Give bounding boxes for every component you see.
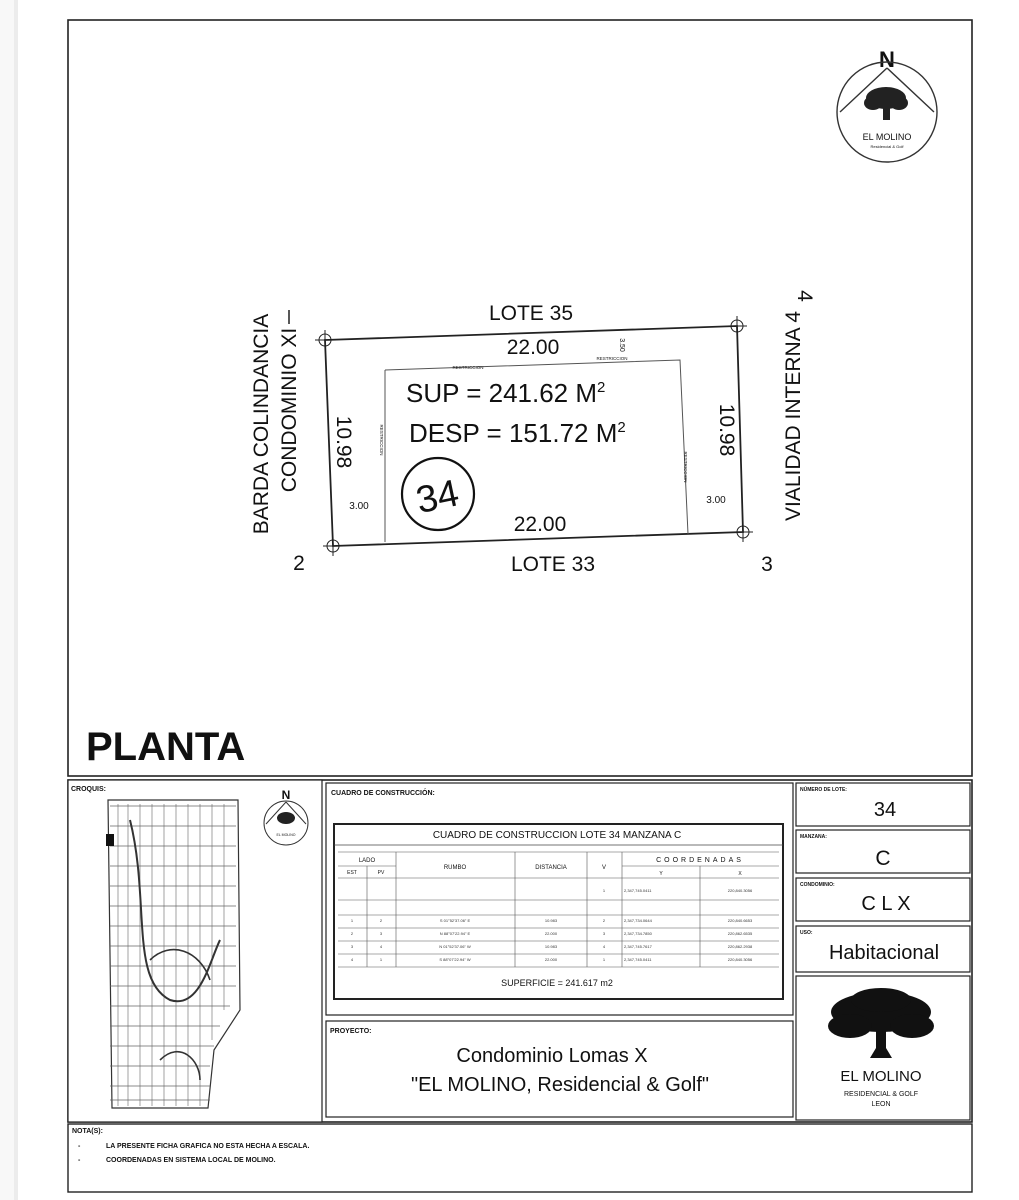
brand-name: EL MOLINO — [840, 1068, 922, 1085]
left-neighbor-label-2: CONDOMINIO XI — [278, 327, 301, 493]
surface-area-text: SUP = 241.62 $M^2$ — [406, 378, 606, 408]
manzana-label: MANZANA: — [800, 834, 827, 840]
right-neighbor-label: VIALIDAD INTERNA 4 — [782, 310, 805, 522]
top-neighbor-label: LOTE 35 — [488, 302, 574, 325]
cell-coord-x: 220,840.3056 — [727, 957, 753, 962]
bottom-neighbor-label: LOTE 33 — [510, 553, 596, 576]
note-1: LA PRESENTE FICHA GRAFICA NO ESTA HECHA A ESCALA. — [106, 1143, 310, 1150]
cell-rumbo: S 01°52'37.06" E — [439, 918, 471, 923]
vertex-4-label: 4 — [793, 290, 816, 302]
cell-coord-y: 2,347,745.0411 — [624, 888, 652, 893]
cell-est: 4 — [350, 957, 354, 962]
brand-tagline: RESIDENCIAL & GOLF — [843, 1091, 919, 1098]
cell-v: 2 — [602, 918, 606, 923]
project-panel — [326, 1021, 793, 1117]
cell-coord-x: 220,862.2938 — [727, 944, 753, 949]
cell-pv: 3 — [379, 931, 383, 936]
lot-number-value: 34 — [873, 799, 897, 821]
cell-v: 1 — [602, 888, 606, 893]
cell-rumbo: N 01°52'37.06" W — [439, 944, 471, 949]
right-dimension: 10.98 — [715, 403, 738, 457]
uso-value: Habitacional — [828, 942, 940, 964]
cell-v: 3 — [602, 931, 606, 936]
manzana-value: C — [875, 847, 891, 870]
condominio-label: CONDOMINIO: — [800, 882, 835, 888]
cell-est: 2 — [350, 931, 354, 936]
header-distancia: DISTANCIA — [535, 865, 567, 871]
left-setback-dimension: 3.00 — [349, 501, 369, 512]
croquis-label: CROQUIS: — [71, 786, 106, 793]
right-setback-dimension: 3.00 — [706, 495, 726, 506]
cell-rumbo: N 88°07'22.94" E — [439, 931, 471, 936]
condominio-value: C L X — [861, 893, 911, 915]
cell-v: 1 — [602, 957, 606, 962]
header-est: EST — [347, 870, 357, 876]
superficie-total: SUPERFICIE = 241.617 m2 — [501, 978, 613, 988]
buildable-area-text: DESP = 151.72 $M^2$ — [409, 418, 626, 448]
cell-coord-x: 220,862.6535 — [727, 931, 753, 936]
restriction-label-right: RESTRICCION — [683, 451, 688, 483]
header-y: Y — [659, 871, 663, 877]
cell-coord-y: 2,347,745.0411 — [624, 957, 652, 962]
note-2: COORDENADAS EN SISTEMA LOCAL DE MOLINO. — [106, 1157, 276, 1164]
restriction-label-left: RESTRICCION — [379, 424, 384, 456]
cell-coord-x: 220,840.3056 — [727, 888, 753, 893]
croquis-tree-icon — [277, 812, 295, 824]
cell-est: 1 — [350, 918, 354, 923]
project-name: Condominio Lomas X — [456, 1045, 648, 1067]
header-pv: PV — [377, 870, 385, 876]
brand-city: LEON — [871, 1101, 891, 1108]
cell-distancia: 10.983 — [544, 944, 558, 949]
lot-number: 34 — [412, 472, 463, 523]
croquis-panel — [68, 780, 322, 1122]
cell-pv: 1 — [379, 957, 383, 962]
construction-label: CUADRO DE CONSTRUCCIÓN: — [331, 790, 435, 797]
left-dimension: 10.98 — [332, 415, 355, 469]
vertex-3-label: 3 — [761, 553, 773, 576]
cell-coord-y: 2,347,745.7617 — [624, 944, 652, 949]
lot-number-label: NÚMERO DE LOTE: — [800, 787, 847, 793]
croquis-brand-name: EL MOLINO — [276, 833, 296, 837]
header-coordenadas: COORDENADAS — [656, 857, 744, 864]
cell-distancia: 10.983 — [544, 918, 558, 923]
restriction-label-top-left: RESTRICCION — [452, 365, 484, 370]
bottom-dimension: 22.00 — [513, 513, 567, 536]
note-bullet-1: - — [78, 1143, 81, 1150]
section-title: PLANTA — [86, 725, 246, 769]
top-dimension: 22.00 — [506, 336, 560, 359]
cell-rumbo: S 88°07'22.94" W — [439, 957, 471, 962]
uso-label: USO: — [800, 930, 813, 936]
notes-label: NOTA(S): — [72, 1128, 103, 1135]
vertex-2-label: 2 — [293, 552, 305, 575]
project-subtitle: "EL MOLINO, Residencial & Golf" — [410, 1074, 710, 1096]
cell-pv: 2 — [379, 918, 383, 923]
cell-coord-y: 2,347,734.7850 — [624, 931, 652, 936]
restriction-label-top-right: RESTRICCION — [596, 356, 628, 361]
cell-coord-x: 220,840.6653 — [727, 918, 753, 923]
cell-distancia: 22.000 — [544, 957, 558, 962]
construction-table-title: CUADRO DE CONSTRUCCION LOTE 34 MANZANA C — [432, 830, 682, 841]
left-neighbor-label-1: BARDA COLINDANCIA — [250, 313, 273, 535]
cell-v: 4 — [602, 944, 606, 949]
header-rumbo: RUMBO — [443, 865, 467, 871]
left-margin-strip — [0, 0, 14, 1200]
croquis-north-label: N — [281, 788, 291, 802]
compass-brand-name: EL MOLINO — [862, 132, 912, 142]
north-label: N — [879, 47, 895, 72]
top-setback-dimension: 3.50 — [618, 338, 625, 352]
header-x: X — [738, 871, 742, 877]
cell-est: 3 — [350, 944, 354, 949]
header-v: V — [601, 865, 607, 871]
project-label: PROYECTO: — [330, 1028, 372, 1035]
note-bullet-2: - — [78, 1157, 81, 1164]
compass-brand-tagline: Residencial & Golf — [870, 144, 904, 149]
cell-pv: 4 — [379, 944, 383, 949]
header-lado: LADO — [358, 858, 376, 864]
cell-coord-y: 2,347,734.0644 — [624, 918, 652, 923]
cell-distancia: 22.000 — [544, 931, 558, 936]
